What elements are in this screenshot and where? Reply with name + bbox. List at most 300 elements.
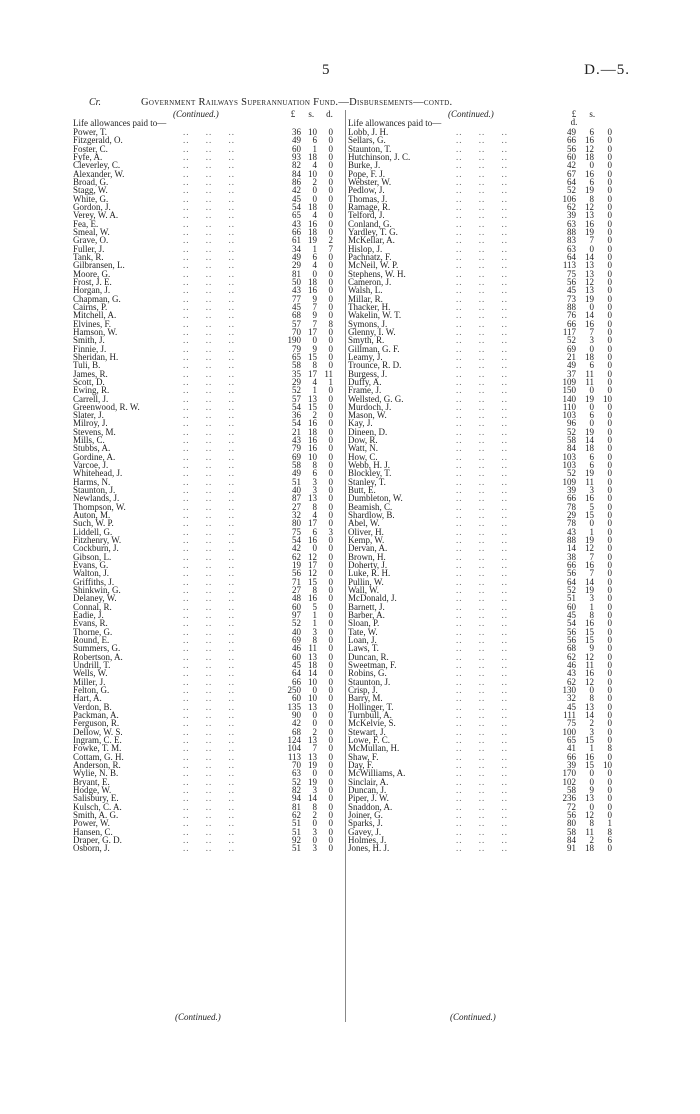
- pounds-value: 60: [292, 143, 301, 154]
- shillings-value: 14: [585, 310, 594, 321]
- leader-dots: .. .. ..: [456, 660, 508, 670]
- shillings-value: 6: [589, 176, 594, 187]
- pounds-value: 52: [567, 585, 576, 596]
- pounds-value: 100: [562, 726, 576, 737]
- shillings-value: 8: [312, 801, 317, 812]
- payee-name: Felton, G.: [73, 684, 110, 695]
- pence-value: 0: [328, 626, 333, 637]
- leader-dots: .. .. ..: [183, 551, 235, 562]
- pounds-value: 88: [567, 535, 576, 546]
- shillings-value: 6: [589, 460, 594, 471]
- pounds-value: 43: [292, 218, 301, 229]
- pounds-value: 76: [567, 310, 576, 321]
- pounds-value: 43: [292, 285, 301, 296]
- credit-label: Cr.: [89, 97, 101, 108]
- payee-name: How, C.: [348, 451, 378, 462]
- leader-dots: .. .. ..: [456, 560, 508, 571]
- leader-dots: .. .. ..: [183, 185, 235, 196]
- payee-name: Connal, R.: [73, 601, 112, 612]
- leader-dots: .. .. ..: [456, 176, 508, 187]
- pounds-value: 38: [567, 551, 576, 562]
- pence-value: 0: [607, 426, 612, 437]
- payee-name: Stanley, T.: [348, 476, 386, 487]
- pence-value: 0: [607, 493, 612, 504]
- pence-value: 0: [328, 460, 333, 471]
- payee-name: Gilbransen, L.: [73, 260, 125, 271]
- payee-name: Moore, G.: [73, 268, 111, 279]
- shillings-value: 13: [585, 285, 594, 296]
- pounds-value: 64: [292, 668, 301, 679]
- payee-name: Delaney, W.: [73, 593, 117, 604]
- pounds-value: 27: [292, 501, 301, 512]
- leader-dots: .. .. ..: [456, 185, 508, 196]
- pence-value: 0: [328, 593, 333, 604]
- leader-dots: .. .. ..: [183, 143, 235, 154]
- pence-value: 0: [607, 376, 612, 387]
- pounds-value: 62: [567, 201, 576, 212]
- shillings-value: 18: [308, 151, 317, 162]
- shillings-value: 18: [585, 151, 594, 162]
- pounds-value: 65: [292, 210, 301, 221]
- shillings-value: 15: [585, 635, 594, 646]
- leader-dots: .. .. ..: [456, 343, 508, 354]
- pounds-value: 52: [567, 185, 576, 196]
- leader-dots: .. .. ..: [456, 276, 508, 287]
- shillings-value: 2: [589, 718, 594, 729]
- leader-dots: .. .. ..: [183, 535, 235, 546]
- shillings-value: 3: [589, 485, 594, 496]
- shillings-value: 9: [312, 293, 317, 304]
- pence-value: 0: [328, 535, 333, 546]
- pence-value: 0: [607, 451, 612, 462]
- payee-name: Crisp, J.: [348, 684, 378, 695]
- pounds-value: 80: [567, 818, 576, 829]
- pounds-value: 68: [292, 310, 301, 321]
- leader-dots: .. .. ..: [456, 251, 508, 262]
- pounds-value: 19: [292, 560, 301, 571]
- payee-name: Sweetman, F.: [348, 660, 397, 670]
- payee-name: Hart, A.: [73, 693, 102, 704]
- shillings-value: 19: [585, 535, 594, 546]
- pounds-value: 79: [292, 443, 301, 454]
- pence-value: 0: [328, 218, 333, 229]
- pounds-value: 56: [567, 568, 576, 579]
- shillings-value: 0: [589, 160, 594, 171]
- payee-name: Fyfe, A.: [73, 151, 103, 162]
- pounds-value: 66: [567, 318, 576, 329]
- shillings-value: 6: [312, 251, 317, 262]
- payee-name: Power, T.: [73, 127, 108, 137]
- payee-name: Osborn, J.: [73, 843, 110, 854]
- pence-value: 0: [328, 193, 333, 204]
- leader-dots: .. .. ..: [456, 510, 508, 521]
- shillings-value: 17: [308, 560, 317, 571]
- leader-dots: .. .. ..: [183, 618, 235, 629]
- pence-value: 1: [607, 818, 612, 829]
- shillings-value: 19: [585, 468, 594, 479]
- pounds-value: 34: [292, 243, 301, 254]
- pence-value: 0: [328, 518, 333, 529]
- pence-value: 0: [607, 460, 612, 471]
- leader-dots: .. .. ..: [456, 535, 508, 546]
- shillings-value: 9: [589, 643, 594, 654]
- payee-name: Dumbleton, W.: [348, 493, 403, 504]
- payee-name: Webb, H. J.: [348, 460, 391, 471]
- shillings-value: 19: [585, 293, 594, 304]
- leader-dots: .. .. ..: [183, 201, 235, 212]
- leader-dots: .. .. ..: [183, 801, 235, 812]
- leader-dots: .. .. ..: [456, 418, 508, 429]
- payee-name: Pullin, W.: [348, 576, 384, 587]
- pence-value: 0: [328, 201, 333, 212]
- pounds-value: 40: [292, 626, 301, 637]
- shillings-value: 16: [308, 218, 317, 229]
- shillings-value: 1: [589, 601, 594, 612]
- leader-dots: .. .. ..: [183, 218, 235, 229]
- pounds-value: 37: [567, 368, 576, 379]
- leader-dots: .. .. ..: [183, 476, 235, 487]
- payee-name: Duncan, R.: [348, 651, 389, 662]
- pounds-value: 45: [567, 610, 576, 621]
- pence-value: 0: [607, 751, 612, 762]
- pence-heading: d.: [326, 109, 333, 119]
- pence-value: 0: [328, 160, 333, 171]
- shillings-value: 0: [589, 243, 594, 254]
- shillings-value: 1: [312, 385, 317, 396]
- shillings-value: 19: [585, 426, 594, 437]
- shillings-value: 0: [589, 385, 594, 396]
- pence-value: 0: [328, 751, 333, 762]
- pounds-value: 32: [567, 693, 576, 704]
- pence-value: 0: [328, 801, 333, 812]
- payee-name: Cameron, J.: [348, 276, 392, 287]
- shillings-value: 7: [312, 743, 317, 754]
- leader-dots: .. .. ..: [183, 168, 235, 179]
- leader-dots: .. .. ..: [183, 235, 235, 246]
- payee-name: Horgan, J.: [73, 285, 111, 296]
- pence-value: 0: [607, 418, 612, 429]
- pence-value: 0: [328, 135, 333, 146]
- leader-dots: .. .. ..: [183, 226, 235, 237]
- pence-value: 0: [607, 385, 612, 396]
- payee-name: Symons, J.: [348, 318, 388, 329]
- pence-value: 0: [328, 418, 333, 429]
- pence-value: 0: [607, 626, 612, 637]
- pounds-value: 51: [292, 843, 301, 854]
- shillings-value: 16: [308, 593, 317, 604]
- pounds-value: 56: [567, 635, 576, 646]
- pounds-value: 63: [292, 768, 301, 779]
- pounds-value: 35: [292, 368, 301, 379]
- pounds-value: 52: [567, 335, 576, 346]
- pounds-value: 56: [567, 143, 576, 154]
- leader-dots: .. .. ..: [456, 834, 508, 845]
- leader-dots: .. .. ..: [456, 684, 508, 695]
- leader-dots: .. .. ..: [456, 318, 508, 329]
- shillings-value: 9: [589, 784, 594, 795]
- leader-dots: .. .. ..: [183, 451, 235, 462]
- continued-label: (Continued.): [173, 109, 219, 119]
- payee-name: Gavey, J.: [348, 826, 382, 837]
- payee-name: Griffiths, J.: [73, 576, 115, 587]
- payee-name: Milroy, J.: [73, 418, 108, 429]
- pounds-value: 50: [292, 276, 301, 287]
- payee-name: Shinkwin, G.: [73, 585, 121, 596]
- shillings-value: 13: [308, 493, 317, 504]
- payee-name: Frame, J.: [348, 385, 382, 396]
- leader-dots: .. .. ..: [183, 560, 235, 571]
- leader-dots: .. .. ..: [456, 585, 508, 596]
- pence-value: 6: [607, 834, 612, 845]
- payee-name: Oliver, H.: [348, 526, 384, 537]
- pence-value: 0: [328, 293, 333, 304]
- leader-dots: .. .. ..: [456, 193, 508, 204]
- pounds-value: 68: [567, 643, 576, 654]
- shillings-value: 12: [585, 143, 594, 154]
- leader-dots: .. .. ..: [183, 485, 235, 496]
- shillings-value: 12: [585, 809, 594, 820]
- pence-value: 0: [607, 809, 612, 820]
- shillings-value: 1: [312, 618, 317, 629]
- pence-value: 0: [328, 668, 333, 679]
- pounds-value: 51: [292, 826, 301, 837]
- payee-name: Blockley, T.: [348, 468, 392, 479]
- payee-name: Staunton, T.: [348, 143, 392, 154]
- shillings-value: 16: [585, 668, 594, 679]
- leader-dots: .. .. ..: [183, 160, 235, 171]
- pence-value: 0: [328, 426, 333, 437]
- right-column: [348, 110, 616, 853]
- pence-value: 0: [607, 251, 612, 262]
- leader-dots: .. .. ..: [183, 418, 235, 429]
- pence-value: 0: [607, 318, 612, 329]
- shillings-value: 1: [589, 526, 594, 537]
- pounds-value: 75: [567, 718, 576, 729]
- shillings-heading: s.: [308, 109, 315, 119]
- pence-value: 0: [328, 285, 333, 296]
- pounds-value: 54: [292, 401, 301, 412]
- pounds-value: 63: [567, 218, 576, 229]
- pounds-value: 109: [562, 376, 576, 387]
- payee-name: Laws, T.: [348, 643, 379, 654]
- shillings-value: 0: [312, 335, 317, 346]
- pence-value: 0: [607, 127, 612, 137]
- pence-value: 0: [328, 476, 333, 487]
- leader-dots: .. .. ..: [456, 626, 508, 637]
- pounds-value: 66: [567, 560, 576, 571]
- shillings-value: 3: [589, 726, 594, 737]
- payee-name: Fowke, T. M.: [73, 743, 122, 754]
- pounds-value: 54: [567, 618, 576, 629]
- leader-dots: .. .. ..: [183, 643, 235, 654]
- leader-dots: .. .. ..: [183, 501, 235, 512]
- pence-value: 0: [607, 601, 612, 612]
- payee-name: Power, W.: [73, 818, 110, 829]
- payee-name: Tuli, B.: [73, 360, 101, 371]
- leader-dots: .. .. ..: [456, 393, 508, 404]
- leader-dots: .. .. ..: [183, 385, 235, 396]
- payee-name: Staunton, J.: [348, 676, 391, 687]
- payee-name: Tate, W.: [348, 626, 378, 637]
- pence-value: 7: [328, 243, 333, 254]
- shillings-value: 16: [585, 318, 594, 329]
- pence-value: 0: [607, 618, 612, 629]
- leader-dots: .. .. ..: [456, 235, 508, 246]
- leader-dots: .. .. ..: [183, 793, 235, 804]
- pounds-value: 79: [292, 343, 301, 354]
- leader-dots: .. .. ..: [456, 526, 508, 537]
- pounds-value: 62: [292, 809, 301, 820]
- payee-name: Kulsch, C. A.: [73, 801, 122, 812]
- payee-name: Yardley, T. G.: [348, 226, 398, 237]
- leader-dots: .. .. ..: [456, 168, 508, 179]
- pence-value: 0: [607, 201, 612, 212]
- shillings-value: 6: [589, 360, 594, 371]
- leader-dots: .. .. ..: [456, 568, 508, 579]
- leader-dots: .. .. ..: [183, 593, 235, 604]
- payee-name: Tank, R.: [73, 251, 104, 262]
- payee-name: Gibson, L.: [73, 551, 112, 562]
- shillings-value: 16: [585, 751, 594, 762]
- pounds-value: 140: [562, 393, 576, 404]
- pence-value: 0: [328, 435, 333, 446]
- pence-value: 0: [328, 834, 333, 845]
- pence-value: 0: [607, 593, 612, 604]
- payee-name: Stewart, J.: [348, 726, 386, 737]
- shillings-value: 1: [312, 143, 317, 154]
- shillings-value: 11: [585, 376, 594, 387]
- pounds-value: 45: [292, 660, 301, 670]
- pence-value: 0: [328, 709, 333, 720]
- shillings-value: 3: [312, 784, 317, 795]
- pounds-value: 86: [292, 176, 301, 187]
- shillings-value: 0: [589, 684, 594, 695]
- pounds-value: 21: [567, 351, 576, 362]
- payee-name: Auton, M.: [73, 510, 111, 521]
- leader-dots: .. .. ..: [183, 193, 235, 204]
- pence-value: 0: [328, 759, 333, 770]
- pounds-value: 92: [292, 834, 301, 845]
- leader-dots: .. .. ..: [183, 326, 235, 337]
- shillings-value: 10: [308, 168, 317, 179]
- pounds-value: 250: [287, 684, 301, 695]
- payee-name: Sheridan, H.: [73, 351, 119, 362]
- pence-value: 0: [328, 360, 333, 371]
- leader-dots: .. .. ..: [183, 351, 235, 362]
- pence-value: 0: [328, 776, 333, 787]
- shillings-value: 15: [585, 510, 594, 521]
- pounds-value: 39: [567, 210, 576, 221]
- pence-value: 0: [328, 768, 333, 779]
- payee-name: McWilliams, A.: [348, 768, 406, 779]
- pence-value: 0: [328, 260, 333, 271]
- pounds-value: 84: [567, 834, 576, 845]
- payee-name: Finnie, J.: [73, 343, 107, 354]
- payee-name: Thorne, G.: [73, 626, 113, 637]
- shillings-value: 7: [312, 301, 317, 312]
- leader-dots: .. .. ..: [456, 751, 508, 762]
- shillings-value: 3: [312, 485, 317, 496]
- pence-value: 0: [328, 793, 333, 804]
- pence-value: 0: [607, 551, 612, 562]
- shillings-value: 12: [585, 201, 594, 212]
- payee-name: Butt, E.: [348, 485, 376, 496]
- payee-name: James, R.: [73, 368, 108, 379]
- leader-dots: .. .. ..: [183, 318, 235, 329]
- shillings-value: 2: [312, 410, 317, 421]
- pence-value: 0: [607, 585, 612, 596]
- payee-name: Piper, J. W.: [348, 793, 389, 804]
- pounds-value: 32: [292, 510, 301, 521]
- shillings-value: 12: [585, 651, 594, 662]
- leader-dots: .. .. ..: [183, 460, 235, 471]
- continued-label: (Continued.): [448, 109, 494, 119]
- leader-dots: .. .. ..: [183, 809, 235, 820]
- pounds-value: 97: [292, 610, 301, 621]
- shillings-value: 15: [585, 734, 594, 745]
- payee-name: Smith, J.: [73, 335, 105, 346]
- pounds-value: 60: [567, 151, 576, 162]
- payee-name: Smith, A. G.: [73, 809, 119, 820]
- shillings-value: 18: [585, 351, 594, 362]
- shillings-value: 5: [589, 501, 594, 512]
- pence-value: 2: [328, 235, 333, 246]
- pence-value: 0: [328, 451, 333, 462]
- leader-dots: .. .. ..: [183, 743, 235, 754]
- pounds-value: 66: [567, 751, 576, 762]
- pence-value: 0: [607, 185, 612, 196]
- document-reference: D.—5.: [584, 62, 630, 78]
- pounds-value: 45: [292, 193, 301, 204]
- pounds-value: 87: [292, 493, 301, 504]
- pounds-value: 62: [567, 651, 576, 662]
- pounds-value: 52: [292, 618, 301, 629]
- payee-name: Fuller, J.: [73, 243, 105, 254]
- pounds-value: 56: [567, 809, 576, 820]
- leader-dots: .. .. ..: [456, 301, 508, 312]
- shillings-value: 13: [308, 393, 317, 404]
- pence-value: 0: [607, 843, 612, 854]
- payee-name: Doherty, J.: [348, 560, 388, 571]
- payee-name: Hamson, W.: [73, 326, 118, 337]
- shillings-value: 0: [312, 709, 317, 720]
- continued-footer: (Continued.): [175, 1012, 221, 1022]
- shillings-value: 8: [312, 585, 317, 596]
- payee-name: Hutchinson, J. C.: [348, 151, 411, 162]
- payee-name: Webster, W.: [348, 176, 392, 187]
- payee-name: Fitzgerald, O.: [73, 135, 123, 146]
- leader-dots: .. .. ..: [456, 809, 508, 820]
- shillings-value: 13: [308, 734, 317, 745]
- payee-name: Dow, R.: [348, 435, 378, 446]
- pounds-value: 46: [567, 660, 576, 670]
- shillings-value: 0: [589, 768, 594, 779]
- payee-name: Telford, J.: [348, 210, 385, 221]
- leader-dots: .. .. ..: [183, 401, 235, 412]
- shillings-value: 7: [312, 318, 317, 329]
- shillings-value: 8: [312, 635, 317, 646]
- pounds-value: 56: [292, 568, 301, 579]
- pounds-value: 54: [292, 535, 301, 546]
- leader-dots: .. .. ..: [183, 376, 235, 387]
- shillings-value: 12: [308, 551, 317, 562]
- payee-name: Conland, G.: [348, 218, 392, 229]
- pounds-value: 66: [292, 226, 301, 237]
- payee-name: Stephens, W. H.: [348, 268, 406, 279]
- pounds-value: 70: [292, 759, 301, 770]
- pence-value: 0: [607, 301, 612, 312]
- pounds-value: 75: [567, 268, 576, 279]
